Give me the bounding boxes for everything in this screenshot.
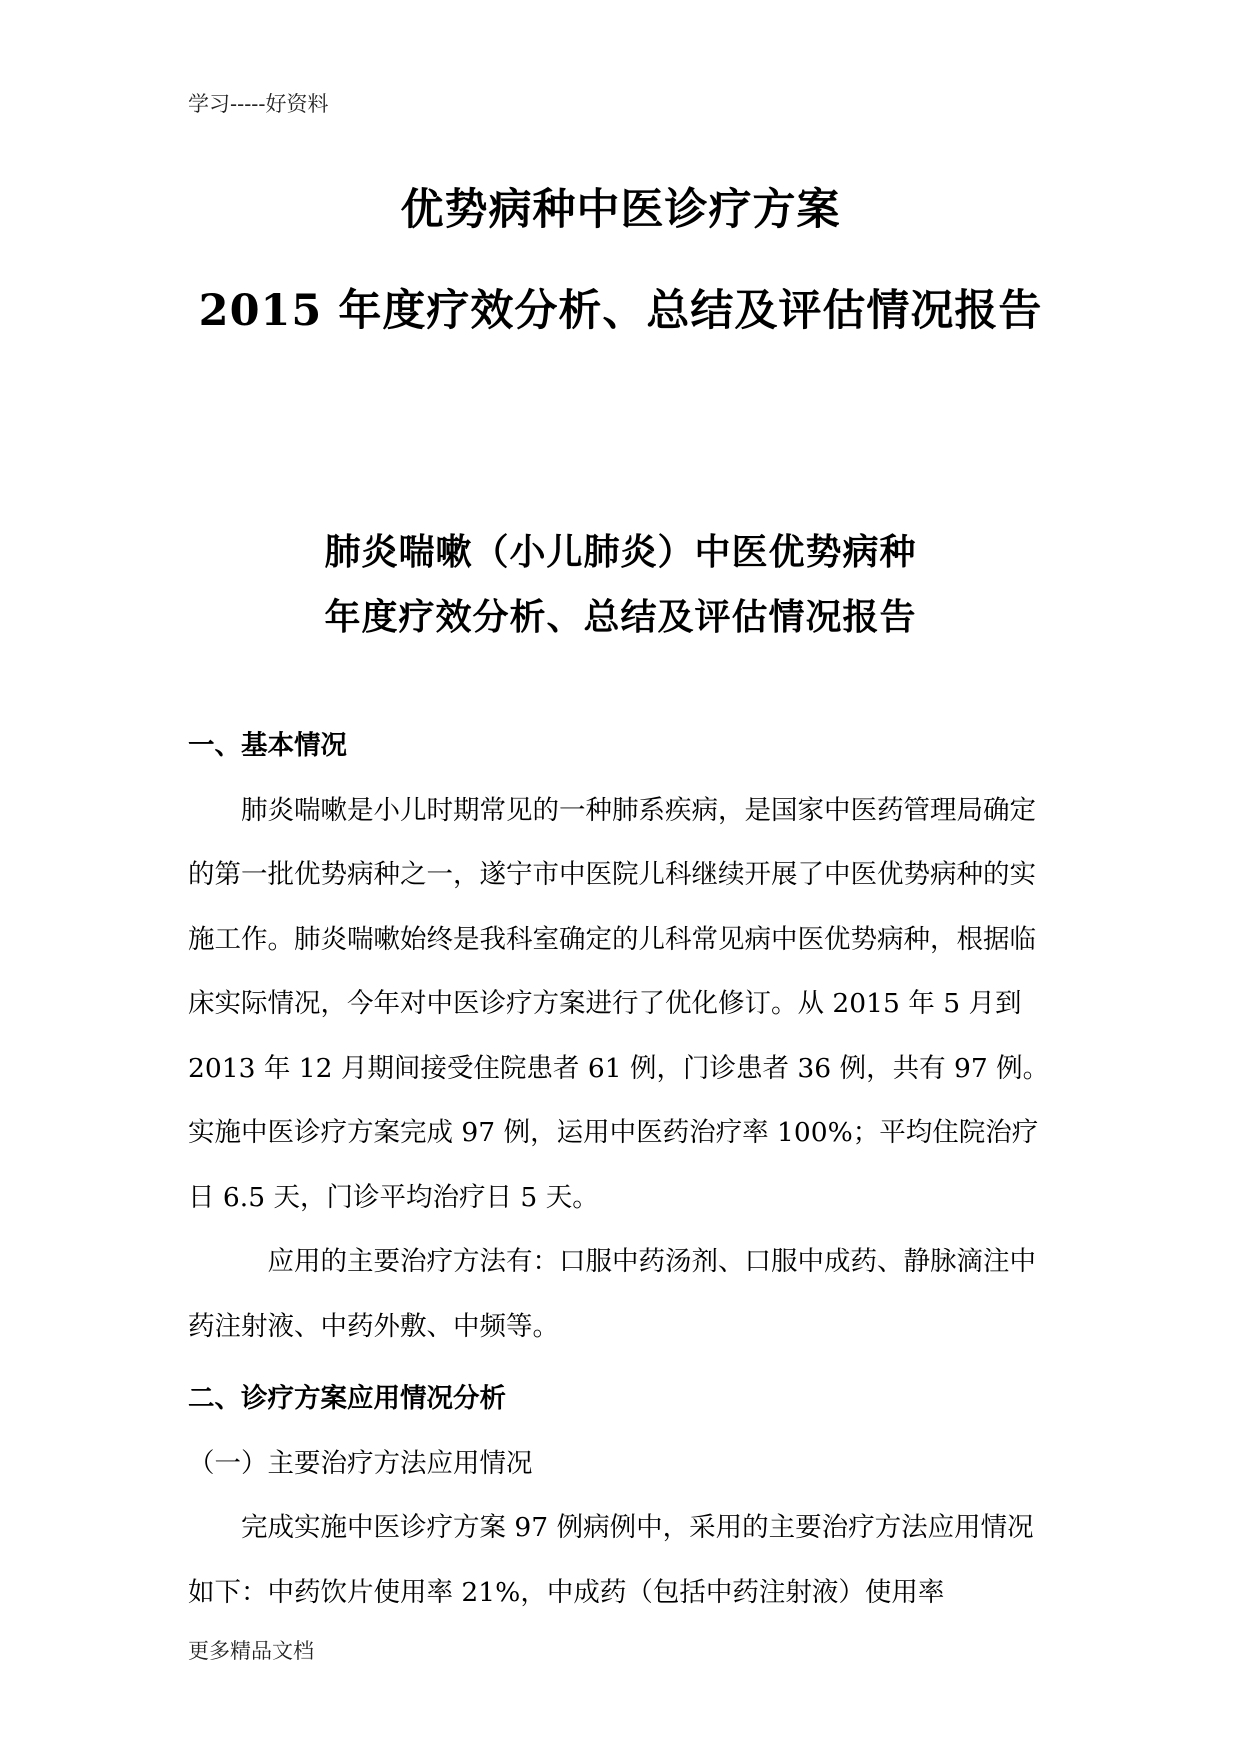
section1-heading: 一、基本情况: [188, 730, 347, 761]
section2-paragraph1: 完成实施中医诊疗方案 97 例病例中，采用的主要治疗方法应用情况如下：中药饮片使用率 21%，中成药（包括中药注射液）使用率: [188, 1512, 1034, 1608]
document-title-line2: 2015 年度疗效分析、总结及评估情况报告: [198, 286, 1043, 336]
section2-subheading: （一）主要治疗方法应用情况: [188, 1447, 533, 1479]
document-title-line1: 优势病种中医诊疗方案: [400, 185, 841, 235]
report-subtitle-line1: 肺炎喘嗽（小儿肺炎）中医优势病种: [324, 531, 917, 573]
section2-heading: 二、诊疗方案应用情况分析: [188, 1383, 506, 1414]
section1-paragraph2: 应用的主要治疗方法有：口服中药汤剂、口服中成药、静脉滴注中药注射液、中药外敷、中频等。: [188, 1246, 1036, 1342]
document-body: [188, 714, 1058, 1625]
report-subtitle-line2: 年度疗效分析、总结及评估情况报告: [324, 596, 917, 638]
section1-paragraph1: 肺炎喘嗽是小儿时期常见的一种肺系疾病，是国家中医药管理局确定的第一批优势病种之一，遂宁市中医院儿科继续开展了中医优势病种的实施工作。肺炎喘嗽始终是我科室确定的儿科常见病中医优势病种，根据临床实际情况，今年对中医诊疗方案进行了优化修订。从 2015 年 5 月到 2013 年 12 月期间接受住院患者 61 例，门诊患者 36 例，共有 97 例。实施中医诊疗方案完成 97 例，运用中医药治疗率 100%；平均住院治疗日 6.5 天，门诊平均治疗日 5 天。: [188, 794, 1050, 1213]
page-footer-text: 更多精品文档: [188, 1639, 314, 1663]
page-header-text: 学习-----好资料: [188, 92, 329, 116]
